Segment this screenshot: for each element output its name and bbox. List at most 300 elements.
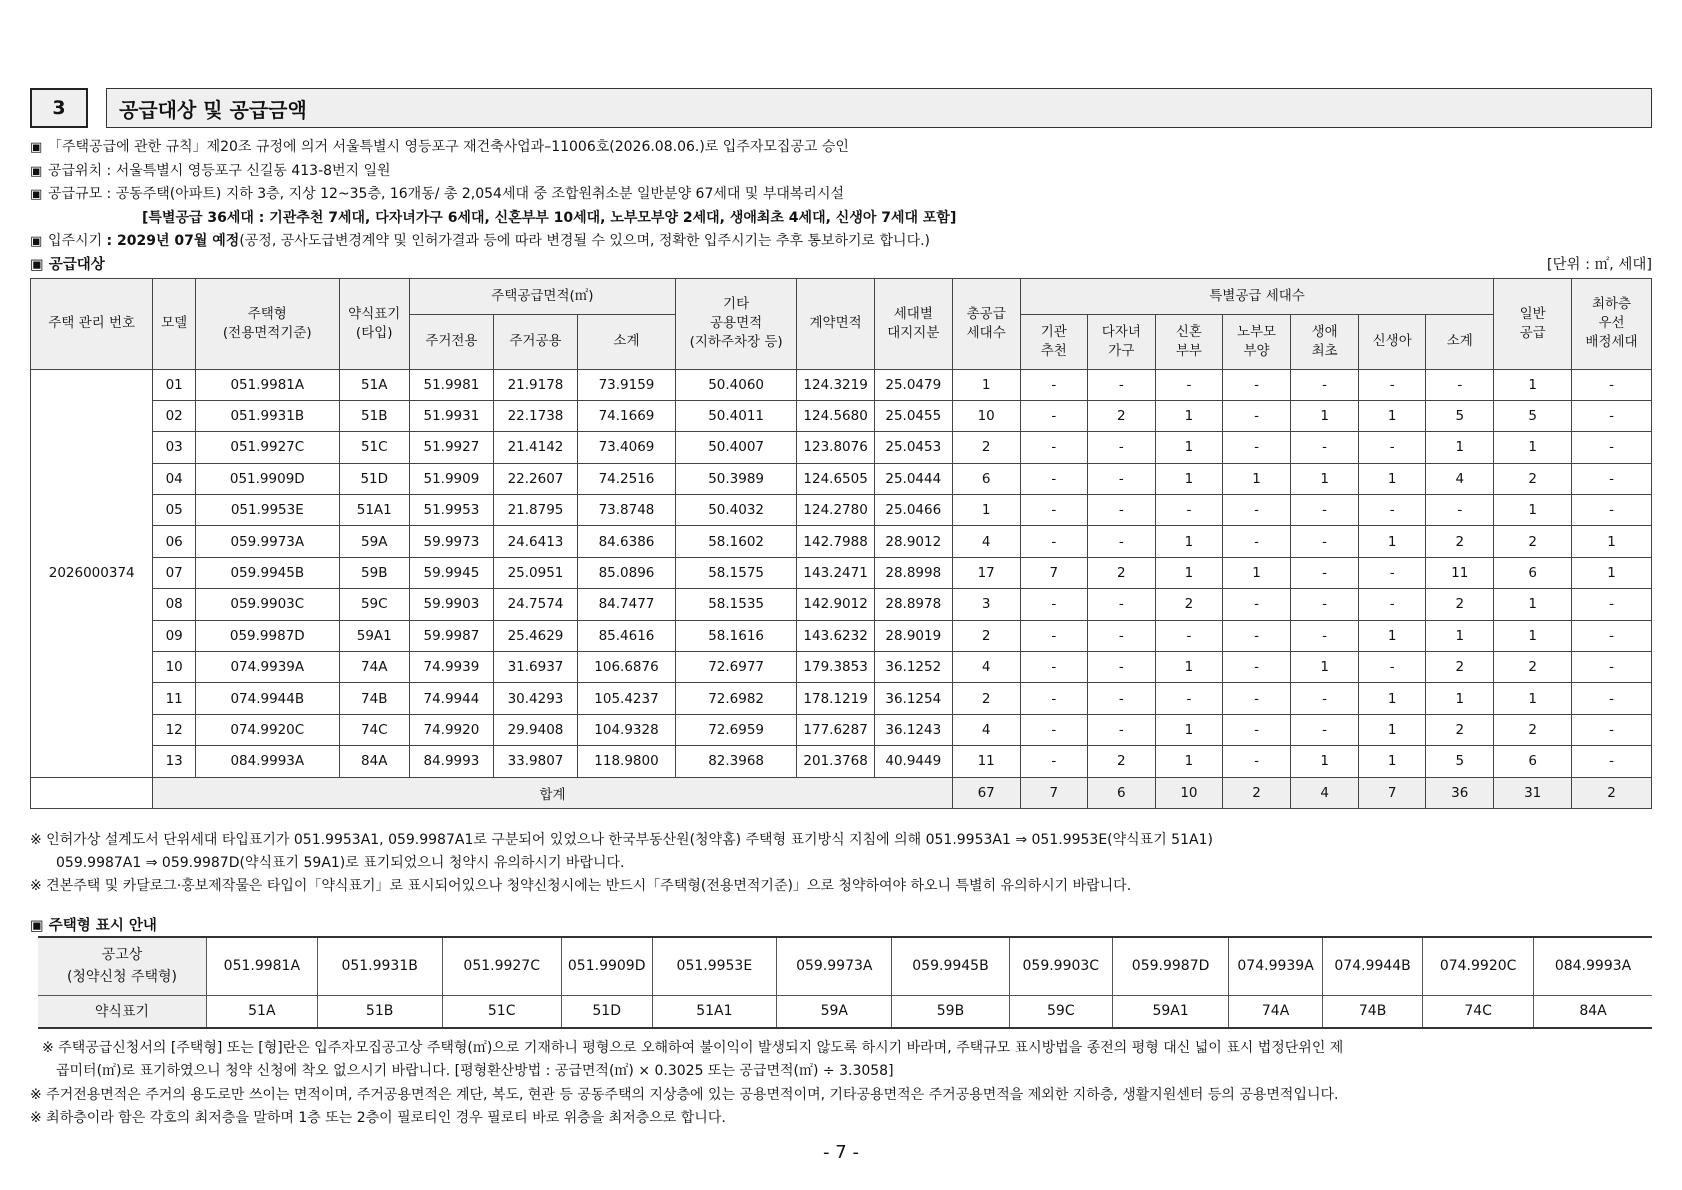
table-cell: 59A (339, 526, 409, 557)
table-cell: - (1155, 683, 1222, 714)
type-guide-abbrev-cell: 74C (1423, 995, 1534, 1028)
table-cell: 1 (1494, 432, 1572, 463)
table-cell: 73.8748 (578, 495, 676, 526)
total-row (31, 777, 1652, 808)
bullet-special-supply-detail: [특별공급 36세대 : 기관추천 7세대, 다자녀가구 6세대, 신혼부부 10세대, 노부모부양 2세대, 생애최초 4세대, 신생아 7세대 포함] (142, 209, 957, 226)
table-cell: 10 (952, 400, 1020, 431)
table-cell: 5 (1426, 400, 1494, 431)
table-cell: 1 (1426, 432, 1494, 463)
bullet-location: ▣ 공급위치 : 서울특별시 영등포구 신길동 413-8번지 일원 (30, 160, 1652, 184)
total-cell: 36 (1426, 777, 1494, 808)
table-cell: 1 (1291, 652, 1359, 683)
table-cell: 4 (952, 526, 1020, 557)
table-cell: 4 (1426, 463, 1494, 494)
table-cell: - (1020, 683, 1087, 714)
table-cell: - (1359, 589, 1426, 620)
type-guide-abbrev-cell: 59C (1009, 995, 1112, 1028)
table-cell: 40.9449 (874, 746, 952, 777)
table-cell: - (1020, 714, 1087, 745)
total-cell: 7 (1020, 777, 1087, 808)
table-cell: - (1020, 746, 1087, 777)
table-cell: - (1359, 369, 1426, 400)
table-cell: 72.6982 (675, 683, 796, 714)
table-cell: 73.4069 (578, 432, 676, 463)
page-number: - 7 - (823, 1142, 859, 1163)
table-cell: - (1222, 714, 1290, 745)
table-cell: - (1572, 746, 1652, 777)
table-cell: - (1155, 495, 1222, 526)
table-cell: 59A1 (339, 620, 409, 651)
table-cell: - (1572, 495, 1652, 526)
table-cell: 59.9987 (409, 620, 493, 651)
table-cell: - (1572, 400, 1652, 431)
header-housing-type: 주택형 (전용면적기준) (195, 278, 339, 369)
table-cell: 1 (1494, 683, 1572, 714)
table-cell: 10 (153, 652, 196, 683)
section-number: 3 (30, 88, 88, 128)
table-cell: - (1020, 400, 1087, 431)
table-cell: 1 (1155, 400, 1222, 431)
table-cell: 51A1 (339, 495, 409, 526)
page (30, 88, 1652, 1131)
table-cell: 74.9920 (409, 714, 493, 745)
footer-notes (30, 1037, 1652, 1131)
table-cell: - (1426, 369, 1494, 400)
table-cell: 06 (153, 526, 196, 557)
table-cell: 2 (1426, 714, 1494, 745)
table-cell: 143.2471 (797, 557, 875, 588)
overview-bullets (30, 136, 1652, 254)
table-cell: 51.9909 (409, 463, 493, 494)
table-cell: 22.2607 (493, 463, 577, 494)
total-cell: 2 (1572, 777, 1652, 808)
table-cell: 82.3968 (675, 746, 796, 777)
type-guide-abbrev-cell: 74A (1229, 995, 1323, 1028)
table-cell: 051.9909D (195, 463, 339, 494)
table-cell: 084.9993A (195, 746, 339, 777)
header-exclusive: 주거전용 (409, 314, 493, 369)
table-cell: 143.6232 (797, 620, 875, 651)
table-cell: - (1155, 369, 1222, 400)
type-guide-row-abbrev (38, 995, 1652, 1028)
table-cell: - (1020, 495, 1087, 526)
table-cell: 08 (153, 589, 196, 620)
table-cell: 59C (339, 589, 409, 620)
table-cell: 074.9944B (195, 683, 339, 714)
table-cell: 28.8998 (874, 557, 952, 588)
table-cell: - (1359, 652, 1426, 683)
table-cell: 1 (1572, 557, 1652, 588)
bullet-approval: ▣ 「주택공급에 관한 규칙」제20조 규정에 의거 서울특별시 영등포구 재건축사업과–11006호(2026.08.06.)로 입주자모집공고 승인 (30, 136, 1652, 160)
table-cell: 25.0951 (493, 557, 577, 588)
table-cell: 051.9931B (195, 400, 339, 431)
table-cell: - (1291, 589, 1359, 620)
type-guide-abbrev-cell: 51C (442, 995, 561, 1028)
table-cell: 28.8978 (874, 589, 952, 620)
table-cell: - (1291, 526, 1359, 557)
table-cell: 25.0444 (874, 463, 952, 494)
table-cell: - (1155, 620, 1222, 651)
table-cell: 1 (1494, 495, 1572, 526)
section-title: 공급대상 및 공급금액 (106, 88, 1652, 128)
type-guide-abbrev-cell: 51D (561, 995, 652, 1028)
table-cell: 1 (1572, 526, 1652, 557)
move-in-date: : 2029년 07월 예정 (106, 233, 240, 249)
table-cell: 1 (1426, 683, 1494, 714)
table-cell: 2 (1155, 589, 1222, 620)
table-cell: 36.1252 (874, 652, 952, 683)
table-cell: 123.8076 (797, 432, 875, 463)
table-cell: - (1572, 714, 1652, 745)
header-sp-institution: 기관 추천 (1020, 314, 1087, 369)
table-cell: 1 (1222, 463, 1290, 494)
type-guide-type-cell: 059.9973A (777, 937, 892, 996)
table-cell: - (1222, 652, 1290, 683)
table-cell: 59.9903 (409, 589, 493, 620)
header-total-supply: 총공급 세대수 (952, 278, 1020, 369)
table-cell: - (1572, 652, 1652, 683)
table-cell: 11 (153, 683, 196, 714)
table-cell: 1 (1155, 557, 1222, 588)
total-cell: 4 (1291, 777, 1359, 808)
type-guide-abbrev-cell: 51A1 (652, 995, 777, 1028)
type-guide-abbrev-cell: 59B (892, 995, 1009, 1028)
note-housing-type-entry-cont: 곱미터(㎡)로 표기하였으니 청약 신청에 착오 없으시기 바랍니다. [평형환산방법 : 공급면적(㎡) × 0.3025 또는 공급면적(㎡) ÷ 3.3058] (56, 1063, 894, 1080)
table-cell: 074.9920C (195, 714, 339, 745)
table-cell: 21.9178 (493, 369, 577, 400)
bullet-move-in: ▣ 입주시기 : 2029년 07월 예정(공정, 공사도급변경계약 및 인허가결과 등에 따라 변경될 수 있으며, 정확한 입주시기는 추후 통보하기로 합니다.) (30, 230, 1652, 254)
type-guide-type-cell: 051.9931B (317, 937, 442, 996)
table-cell: 72.6959 (675, 714, 796, 745)
header-land-share: 세대별 대지지분 (874, 278, 952, 369)
table-cell: 09 (153, 620, 196, 651)
table-cell: 1 (1291, 463, 1359, 494)
table-cell: - (1426, 495, 1494, 526)
table-cell: 059.9903C (195, 589, 339, 620)
table-cell: 50.4032 (675, 495, 796, 526)
table-cell: 1 (1494, 620, 1572, 651)
type-guide-type-cell: 084.9993A (1534, 937, 1652, 996)
type-guide-row-type (38, 937, 1652, 996)
header-sp-newlywed: 신혼 부부 (1155, 314, 1222, 369)
header-abbrev: 약식표기 (타입) (339, 278, 409, 369)
table-cell: 179.3853 (797, 652, 875, 683)
table-cell: 74C (339, 714, 409, 745)
table-cell: 11 (1426, 557, 1494, 588)
type-guide-abbrev-cell: 51B (317, 995, 442, 1028)
total-cell: 10 (1155, 777, 1222, 808)
type-guide-abbrev-cell: 74B (1322, 995, 1422, 1028)
table-cell: 28.9012 (874, 526, 952, 557)
header-area-subtotal: 소계 (578, 314, 676, 369)
table-cell: 36.1254 (874, 683, 952, 714)
table-cell: 59.9945 (409, 557, 493, 588)
table-cell: 201.3768 (797, 746, 875, 777)
table-cell: 25.0455 (874, 400, 952, 431)
table-cell: - (1359, 495, 1426, 526)
table-cell: - (1087, 369, 1155, 400)
table-cell: 50.4007 (675, 432, 796, 463)
table-cell: 2 (1494, 714, 1572, 745)
table-cell: 72.6977 (675, 652, 796, 683)
table-cell: - (1087, 652, 1155, 683)
type-guide-type-cell: 059.9945B (892, 937, 1009, 996)
mgmt-number-cell: 2026000374 (31, 369, 153, 777)
table-cell: 01 (153, 369, 196, 400)
header-mgmt-no: 주택 관리 번호 (31, 278, 153, 369)
header-sp-newborn: 신생아 (1359, 314, 1426, 369)
table-cell: 51D (339, 463, 409, 494)
type-guide-label-type: 공고상 (청약신청 주택형) (38, 937, 206, 996)
table-cell: - (1222, 400, 1290, 431)
table-cell: - (1087, 432, 1155, 463)
bullet-scale: ▣ 공급규모 : 공동주택(아파트) 지하 3층, 지상 12~35층, 16개동/ 총 2,054세대 중 조합원취소분 일반분양 67세대 및 부대복리시설 (30, 183, 1652, 207)
total-cell: 2 (1222, 777, 1290, 808)
table-cell: - (1020, 652, 1087, 683)
table-cell: 51C (339, 432, 409, 463)
table-cell: 1 (952, 369, 1020, 400)
type-guide-type-cell: 051.9927C (442, 937, 561, 996)
type-guide-type-cell: 059.9903C (1009, 937, 1112, 996)
type-guide-type-cell: 074.9944B (1322, 937, 1422, 996)
table-cell: - (1020, 620, 1087, 651)
table-cell: 30.4293 (493, 683, 577, 714)
table-cell: 51.9931 (409, 400, 493, 431)
table-row (31, 526, 1652, 557)
table-cell: 1 (1359, 620, 1426, 651)
table-cell: 051.9953E (195, 495, 339, 526)
table-cell: - (1222, 432, 1290, 463)
type-guide-label-abbrev: 약식표기 (38, 995, 206, 1028)
table-cell: 104.9328 (578, 714, 676, 745)
table-cell: - (1291, 557, 1359, 588)
table-cell: 178.1219 (797, 683, 875, 714)
table-cell: 2 (1494, 463, 1572, 494)
type-guide-abbrev-cell: 59A (777, 995, 892, 1028)
table-cell: 1 (1359, 526, 1426, 557)
table-cell: 11 (952, 746, 1020, 777)
table-cell: - (1222, 683, 1290, 714)
table-cell: 31.6937 (493, 652, 577, 683)
table-cell: 74B (339, 683, 409, 714)
table-cell: 1 (1359, 400, 1426, 431)
table-cell: 177.6287 (797, 714, 875, 745)
table-cell: - (1020, 432, 1087, 463)
table-cell: - (1222, 495, 1290, 526)
table-cell: 74.9944 (409, 683, 493, 714)
table-cell: 25.0479 (874, 369, 952, 400)
table-row (31, 463, 1652, 494)
type-guide-type-cell: 074.9920C (1423, 937, 1534, 996)
total-cell: 6 (1087, 777, 1155, 808)
table-cell: 142.9012 (797, 589, 875, 620)
table-cell: 7 (1020, 557, 1087, 588)
table-cell: 2 (952, 683, 1020, 714)
bullet-marker: ▣ (30, 234, 43, 249)
total-cell: 7 (1359, 777, 1426, 808)
table-cell: 84.9993 (409, 746, 493, 777)
bullet-marker: ▣ (30, 140, 43, 155)
table-cell: 2 (1426, 526, 1494, 557)
note-lowest-floor: ※ 최하층이라 함은 각호의 최저층을 말하며 1층 또는 2층이 필로티인 경우 필로티 바로 위층을 최저층으로 합니다. (30, 1110, 726, 1127)
table-cell: 1 (1291, 400, 1359, 431)
table-cell: 22.1738 (493, 400, 577, 431)
table-cell: 106.6876 (578, 652, 676, 683)
table-cell: 6 (1494, 746, 1572, 777)
table-cell: 28.9019 (874, 620, 952, 651)
table-row (31, 369, 1652, 400)
table-cell: 105.4237 (578, 683, 676, 714)
total-cell: 31 (1494, 777, 1572, 808)
supply-subheading (30, 254, 1652, 276)
header-special-group: 특별공급 세대수 (1020, 278, 1494, 314)
table-cell: 124.5680 (797, 400, 875, 431)
header-sp-first-home: 생애 최초 (1291, 314, 1359, 369)
table-row (31, 495, 1652, 526)
table-cell: 124.6505 (797, 463, 875, 494)
type-guide-type-cell: 051.9981A (206, 937, 317, 996)
table-cell: 1 (1155, 714, 1222, 745)
table-cell: 29.9408 (493, 714, 577, 745)
supply-table (30, 278, 1652, 809)
table-cell: - (1291, 683, 1359, 714)
supply-notes (30, 829, 1652, 898)
table-cell: 051.9981A (195, 369, 339, 400)
type-guide-heading: ▣ 주택형 표시 안내 (30, 917, 157, 934)
table-cell: 13 (153, 746, 196, 777)
table-cell: 51B (339, 400, 409, 431)
table-cell: - (1291, 620, 1359, 651)
table-cell: 84A (339, 746, 409, 777)
table-row (31, 714, 1652, 745)
type-guide-type-cell: 051.9909D (561, 937, 652, 996)
table-cell: - (1291, 495, 1359, 526)
table-cell: - (1572, 463, 1652, 494)
table-cell: 51A (339, 369, 409, 400)
table-cell: - (1087, 526, 1155, 557)
table-cell: 1 (1291, 746, 1359, 777)
table-cell: 25.0466 (874, 495, 952, 526)
table-cell: 2 (952, 620, 1020, 651)
header-sp-multichild: 다자녀 가구 (1087, 314, 1155, 369)
table-cell: - (1359, 432, 1426, 463)
table-row (31, 683, 1652, 714)
table-cell: 124.3219 (797, 369, 875, 400)
table-cell: 2 (1426, 589, 1494, 620)
table-cell: 4 (952, 714, 1020, 745)
table-cell: 5 (1494, 400, 1572, 431)
table-cell: 051.9927C (195, 432, 339, 463)
total-row-blank (31, 777, 153, 808)
table-cell: 58.1602 (675, 526, 796, 557)
table-cell: - (1020, 463, 1087, 494)
table-cell: 02 (153, 400, 196, 431)
table-row (31, 652, 1652, 683)
table-cell: 50.4011 (675, 400, 796, 431)
table-cell: - (1020, 369, 1087, 400)
header-general: 일반 공급 (1494, 278, 1572, 369)
table-cell: - (1087, 714, 1155, 745)
table-cell: - (1087, 620, 1155, 651)
table-cell: 1 (1359, 746, 1426, 777)
table-cell: - (1222, 369, 1290, 400)
table-cell: 51.9927 (409, 432, 493, 463)
table-cell: - (1087, 683, 1155, 714)
table-cell: 1 (1359, 714, 1426, 745)
table-cell: 59B (339, 557, 409, 588)
table-cell: 1 (1222, 557, 1290, 588)
table-cell: 85.0896 (578, 557, 676, 588)
table-cell: - (1572, 589, 1652, 620)
bullet-marker: ▣ (30, 163, 43, 179)
table-cell: 124.2780 (797, 495, 875, 526)
table-cell: 12 (153, 714, 196, 745)
type-guide-abbrev-cell: 59A1 (1113, 995, 1229, 1028)
table-row (31, 400, 1652, 431)
note-housing-type-entry: ※ 주택공급신청서의 [주택형] 또는 [형]란은 입주자모집공고상 주택형(㎡)으로 기재하니 평형으로 오해하여 불이익이 발생되지 않도록 하시기 바라며, 주택규모 표시방법을 종전의 평형 대신 넓이 표시 법정단위인 제 (42, 1039, 1344, 1056)
table-cell: 51.9981 (409, 369, 493, 400)
table-cell: 1 (1155, 463, 1222, 494)
supply-heading: ▣ 공급대상 (30, 256, 105, 273)
type-guide-type-cell: 059.9987D (1113, 937, 1229, 996)
table-cell: 74.2516 (578, 463, 676, 494)
table-cell: 1 (1426, 620, 1494, 651)
table-cell: 24.7574 (493, 589, 577, 620)
table-cell: - (1222, 526, 1290, 557)
table-cell: 25.4629 (493, 620, 577, 651)
table-cell: 1 (1155, 526, 1222, 557)
table-cell: - (1020, 589, 1087, 620)
table-cell: - (1572, 620, 1652, 651)
header-sp-subtotal: 소계 (1426, 314, 1494, 369)
table-cell: - (1572, 432, 1652, 463)
total-label: 합계 (153, 777, 952, 808)
table-cell: - (1359, 557, 1426, 588)
table-cell: 1 (1494, 369, 1572, 400)
table-cell: 74.9939 (409, 652, 493, 683)
type-guide-abbrev-cell: 84A (1534, 995, 1652, 1028)
table-cell: 1 (1359, 463, 1426, 494)
note-type-notation-cont: 059.9987A1 ⇒ 059.9987D(약식표기 59A1)로 표기되었으니 청약시 유의하시기 바랍니다. (56, 854, 625, 871)
table-cell: 074.9939A (195, 652, 339, 683)
table-cell: 25.0453 (874, 432, 952, 463)
table-cell: 2 (1494, 652, 1572, 683)
table-cell: - (1087, 589, 1155, 620)
note-area-definitions: ※ 주거전용면적은 주거의 용도로만 쓰이는 면적이며, 주거공용면적은 계단, 복도, 현관 등 공동주택의 지상층에 있는 공용면적이며, 기타공용면적은 주거공용면적을 제외한 지하층, 생활지원센터 등의 공용면적입니다. (30, 1086, 1339, 1103)
header-area-group: 주택공급면적(㎡) (409, 278, 675, 314)
table-row (31, 620, 1652, 651)
table-cell: 73.9159 (578, 369, 676, 400)
table-cell: - (1572, 683, 1652, 714)
table-cell: 17 (952, 557, 1020, 588)
table-cell: 059.9973A (195, 526, 339, 557)
table-cell: 59.9973 (409, 526, 493, 557)
type-guide-table (38, 936, 1652, 1029)
table-cell: 1 (1359, 683, 1426, 714)
table-cell: 24.6413 (493, 526, 577, 557)
table-cell: 1 (1155, 652, 1222, 683)
table-cell: 51.9953 (409, 495, 493, 526)
table-cell: 50.3989 (675, 463, 796, 494)
table-cell: 2 (1494, 526, 1572, 557)
table-cell: 1 (1155, 746, 1222, 777)
table-row (31, 557, 1652, 588)
type-guide-type-cell: 051.9953E (652, 937, 777, 996)
table-cell: 142.7988 (797, 526, 875, 557)
table-cell: 36.1243 (874, 714, 952, 745)
unit-label: [단위 : ㎡, 세대] (1546, 256, 1652, 273)
table-cell: 05 (153, 495, 196, 526)
